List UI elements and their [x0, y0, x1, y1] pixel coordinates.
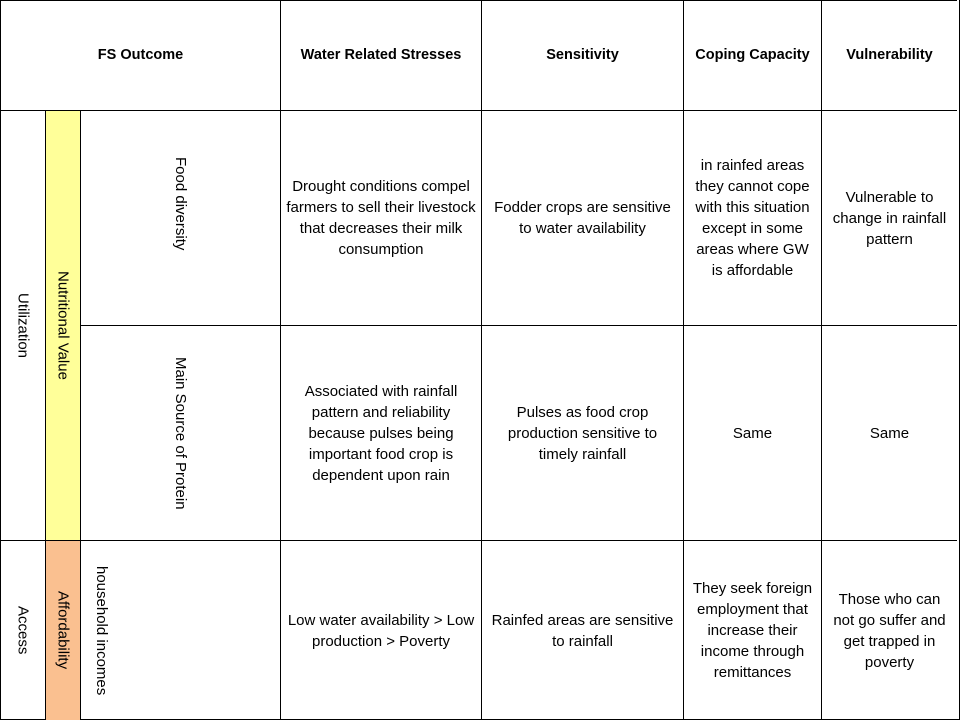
group-utilization: [0, 110, 45, 540]
subgroup-nutritional-value: [45, 110, 80, 540]
header-water-related-stresses: Water Related Stresses: [280, 0, 481, 110]
indicator-food-diversity: [80, 110, 280, 325]
cell-food-diversity-sensitivity: Fodder crops are sensitive to water availability: [481, 110, 683, 325]
cell-income-stress: Low water availability > Low production > Poverty: [280, 540, 481, 720]
cell-income-coping: They seek foreign employment that increase their income through remittances: [683, 540, 821, 720]
header-vulnerability: Vulnerability: [821, 0, 957, 110]
indicator-main-source-of-protein-label: Main Source of Protein: [172, 356, 189, 510]
group-access: [0, 540, 45, 720]
group-access-label: Access: [14, 606, 32, 655]
indicator-household-incomes: [80, 540, 280, 720]
header-fs-outcome: FS Outcome: [0, 0, 280, 110]
group-utilization-label: Utilization: [14, 292, 32, 359]
cell-protein-vulnerability: Same: [821, 325, 957, 540]
subgroup-affordability: [45, 540, 80, 720]
indicator-food-diversity-label: Food diversity: [172, 157, 189, 251]
cell-food-diversity-vulnerability: Vulnerable to change in rainfall pattern: [821, 110, 957, 325]
header-sensitivity: Sensitivity: [481, 0, 683, 110]
cell-protein-coping: Same: [683, 325, 821, 540]
cell-income-vulnerability: Those who can not go suffer and get trapped in poverty: [821, 540, 957, 720]
subgroup-nutritional-value-label: Nutritional Value: [54, 271, 72, 380]
subgroup-affordability-label: Affordability: [54, 591, 72, 670]
cell-protein-stress: Associated with rainfall pattern and reliability because pulses being important food crop is dependent upon rain: [280, 325, 481, 540]
cell-protein-sensitivity: Pulses as food crop production sensitive to timely rainfall: [481, 325, 683, 540]
cell-food-diversity-coping: in rainfed areas they cannot cope with this situation except in some areas where GW is affordable: [683, 110, 821, 325]
cell-income-sensitivity: Rainfed areas are sensitive to rainfall: [481, 540, 683, 720]
header-coping-capacity: Coping Capacity: [683, 0, 821, 110]
indicator-household-incomes-label: household incomes: [93, 565, 110, 696]
cell-food-diversity-stress: Drought conditions compel farmers to sell their livestock that decreases their milk consumption: [280, 110, 481, 325]
indicator-main-source-of-protein: [80, 325, 280, 540]
